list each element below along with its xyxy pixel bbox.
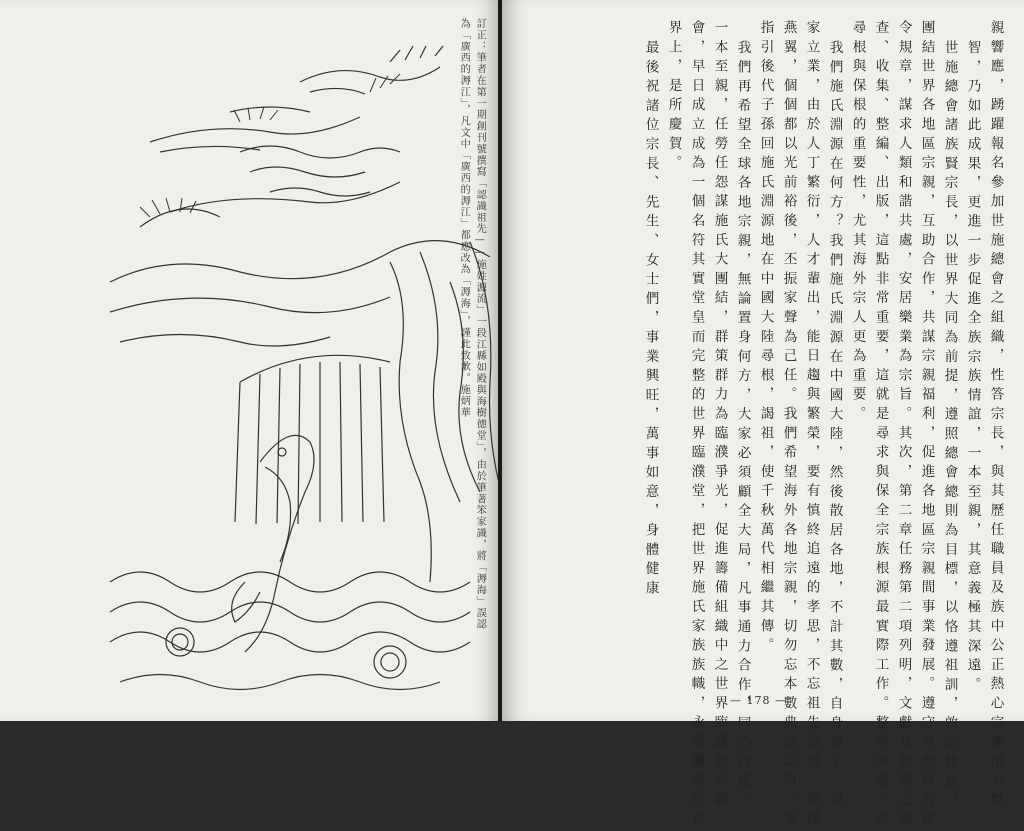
text-column-6: 查、收集、整編、出版，這點非常重要，這就是尋求與保全宗族根源最實際工作。整理家譜，為 — [872, 20, 889, 831]
text-column-3: 世施總會諸族賢宗長，以世界大同為前提，遵照總會總則為目標，以恪遵祖訓，敦宗睦族， — [941, 40, 958, 812]
correction-note-column-1: 訂正：筆者在第一期創刊號撰寫「認識祖先——施姓源流」一段江縣如殿與海樹德堂」，由於筆著笨家識，將「溽海」誤認 — [474, 18, 486, 631]
page-number: — 178 — — [730, 694, 787, 707]
text-column-12: 我們再希望全球各地宗親，無論置身何方，大家必須顧全大局，凡事通力合作，同心同德， — [734, 40, 751, 812]
text-column-13: 一本至親，任勞任怨謀施氏大團結，群策群力為臨濮爭光，促進籌備組織中之世界臨濮施氏總 — [711, 20, 728, 812]
correction-note-column-2: 為「廣西的溽江」，凡文中「廣西的溽江」都應改為「溽海」，謹此致歉。施炳華 — [458, 18, 470, 419]
left-page — [0, 0, 500, 721]
text-column-16: 最後祝諸位宗長、先生、女士們，事業興旺，萬事如意，身體健康 — [642, 40, 659, 600]
text-column-5: 令規章，謀求人類和諧共處，安居樂業為宗旨。其次，第二章任務第二項列明，文獻及族譜之調 — [895, 20, 912, 831]
text-column-7: 尋根與保根的重要性，尤其海外宗人更為重要。 — [849, 20, 866, 426]
text-column-2: 智，乃如此成果，更進一步促進全族宗族情誼，一本至親，其意義極其深遠。 — [964, 40, 981, 697]
text-column-10: 燕翼，個個都以光前裕後，丕振家聲為己任。我們希望海外各地宗親，切勿忘本數典而忘祖。要 — [780, 20, 797, 831]
text-column-11: 指引後代子孫回施氏淵源地在中國大陸尋根，謁祖，使千秋萬代相繼其傳。 — [757, 20, 774, 657]
text-column-15: 界上，是所慶賀。 — [665, 20, 682, 175]
text-column-14: 會，早日成立成為一個名符其實堂皇而完整的世界臨濮堂，把世界施氏家族族幟，永遠飄揚於世 — [688, 20, 705, 831]
text-column-9: 家立業，由於人丁繁衍，人才輩出，能日趨與繁榮，要有慎終追遠的孝思，不忘祖先淵源，貽謀 — [803, 20, 820, 831]
text-column-1: 親響應，踴躍報名參加世施總會之組織，性答宗長，與其歷任職員及族中公正熱心宗彥出力獻 — [987, 20, 1004, 812]
text-column-8: 我們施氏淵源在何方？我們施氏淵源在中國大陸，然後散居各地，不計其數，自身謀生，建 — [826, 40, 843, 812]
text-column-4: 團結世界各地區宗親，互助合作，共謀宗親福利，促進各地區宗親間事業發展。遵守各地政府法 — [918, 20, 935, 831]
